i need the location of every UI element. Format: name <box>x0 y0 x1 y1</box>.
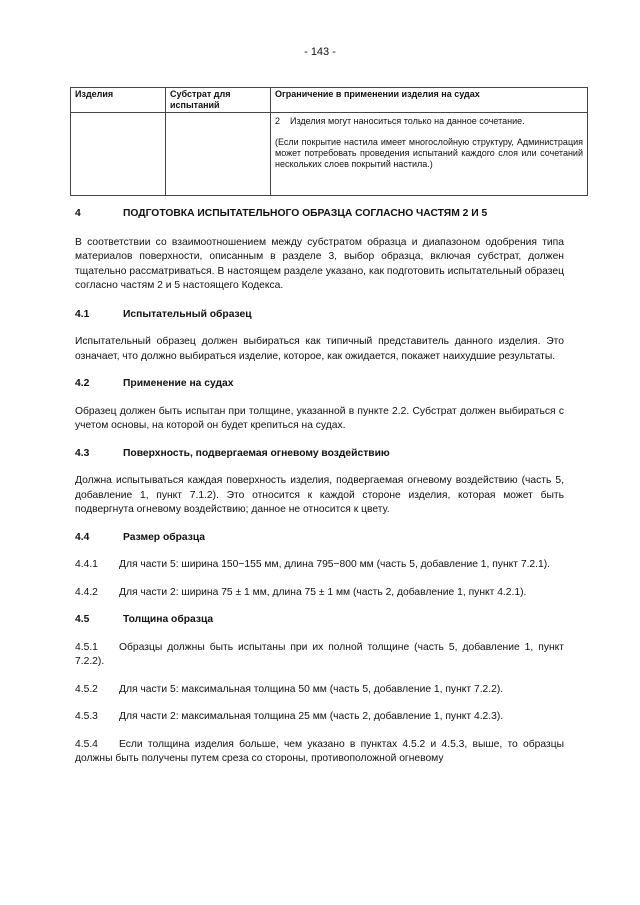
section-4-3-heading <box>75 447 564 462</box>
note-paragraph: (Если покрытие настила имеет многослойную структуру, Администрация может потребовать проведения испытаний каждого слоя или сочетаний нескольких слоев покрытий настила.) <box>275 137 583 169</box>
document-body <box>75 207 564 767</box>
item-number: 4.5.4 <box>75 738 98 750</box>
item-number: 4.5.2 <box>75 683 98 695</box>
section-number: 4.2 <box>75 378 90 389</box>
item-number: 4.5.3 <box>75 711 98 722</box>
cell-limitations <box>271 113 588 196</box>
list-item <box>75 586 564 601</box>
section-title: Толщина образца <box>123 614 214 625</box>
list-item <box>75 558 564 573</box>
section-4-2-text: Образец должен быть испытан при толщине, указанной в пункте 2.2. Субстрат должен выбираться с учетом основы, на которой он будет крепиться на судах. <box>75 405 564 431</box>
section-number: 4 <box>75 208 81 219</box>
note-text: Изделия могут наноситься только на данное сочетание. <box>290 116 525 126</box>
section-number: 4.4 <box>75 531 90 543</box>
section-4-1-text: Испытательный образец должен выбираться как типичный представитель данного изделия. Это означает, что должно выбираться изделие, которое, как ожидается, покажет наихудшие результаты. <box>75 336 564 362</box>
item-text: Для части 5: ширина 150−155 мм, длина 795−800 мм (часть 5, добавление 1, пункт 7.2.1). <box>119 559 551 570</box>
list-item <box>75 738 564 767</box>
item-text: Если толщина изделия больше, чем указано в пунктах 4.5.2 и 4.5.3, выше, то образцы должны быть получены путем среза со стороны, противоположной огневому <box>75 738 564 764</box>
section-title: ПОДГОТОВКА ИСПЫТАТЕЛЬНОГО ОБРАЗЦА СОГЛАСНО ЧАСТЯМ 2 И 5 <box>123 208 488 219</box>
section-title: Применение на судах <box>123 378 234 389</box>
cell-note <box>275 116 583 127</box>
section-title: Испытательный образец <box>123 308 252 320</box>
item-text: Для части 2: ширина 75 ± 1 мм, длина 75 ± 1 мм (часть 2, добавление 1, пункт 4.2.1). <box>119 586 527 598</box>
section-4-intro: В соответствии со взаимоотношением между субстратом образца и диапазоном одобрения типа материалов поверхности, описанным в разделе 3, выбор образца, включая субстрат, должен тщательно рассматриваться. В настоящем разделе указано, как подготовить испытательный образец согласно частям 2 и 5 настоящего Кодекса. <box>75 236 564 291</box>
section-4-2-heading <box>75 377 564 392</box>
list-item <box>75 683 564 698</box>
section-number: 4.3 <box>75 447 90 459</box>
cell-products <box>71 113 166 196</box>
section-number: 4.5 <box>75 614 90 625</box>
note-number: 2 <box>275 116 281 126</box>
section-title: Поверхность, подвергаемая огневому воздействию <box>123 447 390 459</box>
header-products: Изделия <box>71 88 166 113</box>
section-number: 4.1 <box>75 308 90 320</box>
section-title: Размер образца <box>123 531 206 543</box>
table-row <box>71 113 588 196</box>
list-item <box>75 710 564 725</box>
limitations-table <box>70 87 588 196</box>
item-number: 4.4.2 <box>75 586 98 598</box>
section-4-4-heading <box>75 531 564 546</box>
item-text: Для части 5: максимальная толщина 50 мм (часть 5, добавление 1, пункт 7.2.2). <box>119 683 504 695</box>
item-text: Для части 2: максимальная толщина 25 мм (часть 2, добавление 1, пункт 4.2.3). <box>119 711 504 722</box>
item-text: Образцы должны быть испытаны при их полной толщине (часть 5, добавление 1, пункт 7.2.2). <box>75 641 564 667</box>
item-number: 4.5.1 <box>75 641 98 653</box>
item-number: 4.4.1 <box>75 559 98 570</box>
table-header-row <box>71 88 588 113</box>
header-substrate: Субстрат для испытаний <box>166 88 271 113</box>
header-limitations: Ограничение в применении изделия на судах <box>271 88 588 113</box>
section-4-1-heading <box>75 308 564 323</box>
section-4-heading <box>75 207 564 222</box>
section-4-3-text: Должна испытываться каждая поверхность изделия, подвергаемая огневому воздействию (часть 5, добавление 1, пункт 7.1.2). Это относится к каждой стороне изделия, которая может быть подвергнута огневому воздействию; данное не относится к цвету. <box>75 475 564 515</box>
list-item <box>75 641 564 670</box>
section-4-5-heading <box>75 613 564 628</box>
page-number: - 143 - <box>304 46 336 58</box>
cell-substrate <box>166 113 271 196</box>
